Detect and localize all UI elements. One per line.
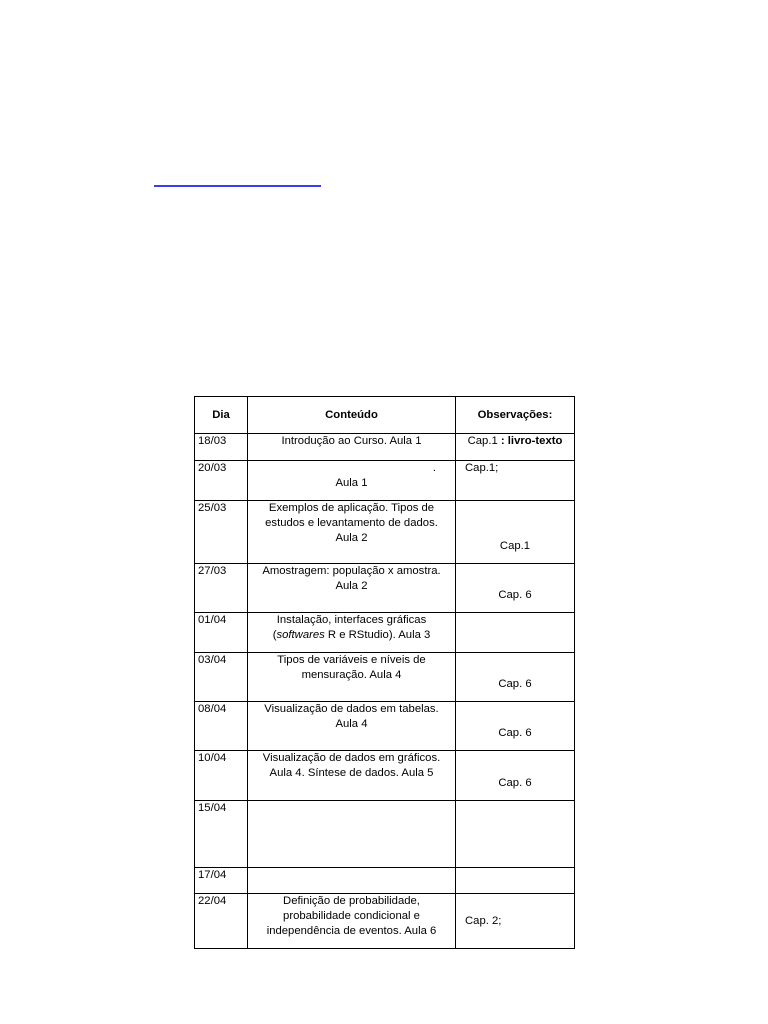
cell-observacoes: Cap. 6 <box>456 702 575 751</box>
conteudo-line: Amostragem: população x amostra. <box>262 565 441 577</box>
header-dia: Dia <box>195 397 248 434</box>
conteudo-line: estudos e levantamento de dados. <box>265 517 438 529</box>
cell-conteudo <box>248 801 456 868</box>
conteudo-line: Aula 4 <box>335 718 368 730</box>
cell-dia: 25/03 <box>195 501 248 564</box>
table-row <box>195 434 575 461</box>
cell-dia: 01/04 <box>195 613 248 653</box>
hyperlink-underline[interactable] <box>154 185 321 187</box>
conteudo-line: Visualização de dados em tabelas. <box>264 703 439 715</box>
conteudo-line-italic <box>251 628 452 643</box>
table-row <box>195 501 575 564</box>
table-row <box>195 613 575 653</box>
table-row <box>195 461 575 501</box>
table-header-row <box>195 397 575 434</box>
conteudo-line: Aula 1 <box>335 477 368 489</box>
cell-observacoes <box>456 613 575 653</box>
conteudo-line: mensuração. Aula 4 <box>301 669 402 681</box>
conteudo-line: Tipos de variáveis e níveis de <box>277 654 426 666</box>
cell-dia: 27/03 <box>195 564 248 613</box>
cell-observacoes: Cap. 6 <box>456 653 575 702</box>
cell-dia: 18/03 <box>195 434 248 461</box>
conteudo-italic-word: softwares <box>276 629 325 641</box>
conteudo-line: Aula 2 <box>335 532 368 544</box>
conteudo-dot: . <box>432 462 436 474</box>
cell-observacoes <box>456 868 575 894</box>
cell-observacoes: Cap. 6 <box>456 564 575 613</box>
conteudo-line: independência de eventos. Aula 6 <box>266 925 437 937</box>
cell-dia: 15/04 <box>195 801 248 868</box>
table-row <box>195 653 575 702</box>
cell-conteudo <box>248 751 456 801</box>
cell-conteudo <box>248 461 456 501</box>
conteudo-line: probabilidade condicional e <box>283 910 420 922</box>
cell-conteudo <box>248 434 456 461</box>
cell-observacoes: Cap.1 <box>456 501 575 564</box>
cell-conteudo <box>248 702 456 751</box>
cell-dia: 08/04 <box>195 702 248 751</box>
obs-text: Cap.1 <box>467 435 501 447</box>
table-row <box>195 801 575 868</box>
table-row <box>195 751 575 801</box>
cell-observacoes: Cap. 6 <box>456 751 575 801</box>
cell-observacoes: Cap.1; <box>456 461 575 501</box>
table-row <box>195 702 575 751</box>
obs-bold-text: : livro-texto <box>500 435 563 447</box>
conteudo-line: Introdução ao Curso. Aula 1 <box>281 435 422 447</box>
conteudo-line: Definição de probabilidade, <box>283 895 420 907</box>
conteudo-line: Instalação, interfaces gráficas <box>276 614 427 626</box>
table-row <box>195 894 575 949</box>
cell-observacoes: Cap. 2; <box>456 894 575 949</box>
cell-dia: 22/04 <box>195 894 248 949</box>
cell-conteudo <box>248 653 456 702</box>
cell-conteudo <box>248 868 456 894</box>
cell-dia: 03/04 <box>195 653 248 702</box>
schedule-table <box>194 396 575 949</box>
conteudo-line: Aula 2 <box>335 580 368 592</box>
cell-conteudo <box>248 613 456 653</box>
cell-conteudo <box>248 501 456 564</box>
conteudo-paren: ( <box>272 629 277 641</box>
cell-observacoes <box>456 434 575 461</box>
table-row <box>195 868 575 894</box>
conteudo-line: Aula 4. Síntese de dados. Aula 5 <box>269 767 434 779</box>
cell-observacoes <box>456 801 575 868</box>
cell-conteudo <box>248 894 456 949</box>
table-row <box>195 564 575 613</box>
header-observacoes: Observações: <box>456 397 575 434</box>
cell-conteudo <box>248 564 456 613</box>
conteudo-line: Exemplos de aplicação. Tipos de <box>268 502 435 514</box>
conteudo-line: Visualização de dados em gráficos. <box>262 752 441 764</box>
cell-dia: 17/04 <box>195 868 248 894</box>
conteudo-rest: R e RStudio). Aula 3 <box>324 629 431 641</box>
cell-dia: 10/04 <box>195 751 248 801</box>
header-conteudo: Conteúdo <box>248 397 456 434</box>
cell-dia: 20/03 <box>195 461 248 501</box>
